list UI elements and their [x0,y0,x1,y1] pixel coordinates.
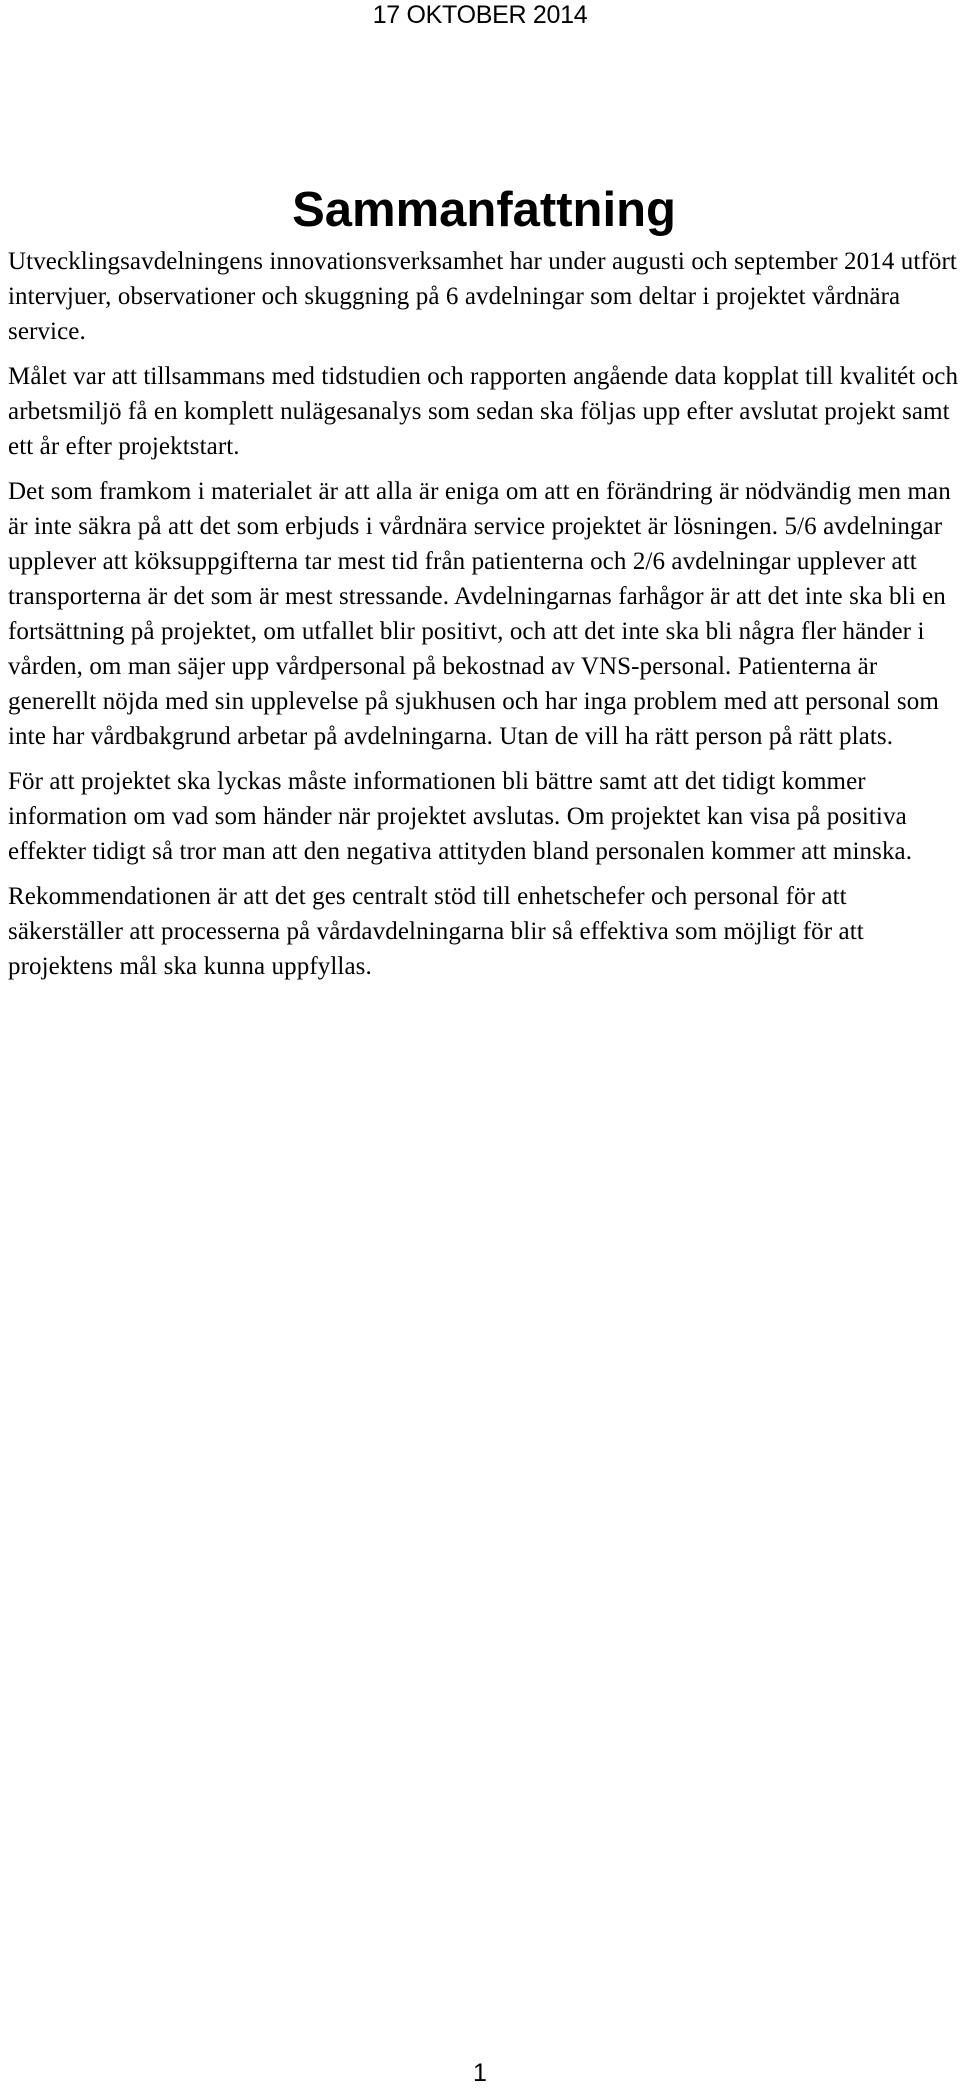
document-body [8,180,960,994]
page-title: Sammanfattning [292,183,676,237]
page-number: 1 [473,2059,487,2087]
paragraph-recommendation: Rekommendationen är att det ges centralt stöd till enhetschefer och personal för att säkerställer att processerna på vårdavdelningarna blir så effektiva som möjligt för att projektens mål ska kunna uppfyllas. [8,883,864,980]
paragraph-goal: Målet var att tillsammans med tidstudien och rapporten angående data kopplat till kvalitét och arbetsmiljö få en komplett nulägesanalys som sedan ska följas upp efter avslutat projekt samt ett år efter projektstart. [8,363,959,460]
paragraph-intro: Utvecklingsavdelningens innovationsverksamhet har under augusti och september 2014 utfört intervjuer, observationer och skuggning på 6 avdelningar som deltar i projektet vårdnära service. [8,248,957,345]
paragraph-findings: Det som framkom i materialet är att alla är eniga om att en förändring är nödvändig men man är inte säkra på att det som erbjuds i vårdnära service projektet är lösningen. 5/6 avdelningar upplever att köksuppgifterna tar mest tid från patienterna och 2/6 avdelningar upplever att transporterna är det som är mest stressande. Avdelningarnas farhågor är att det inte ska bli en fortsättning på projektet, om utfallet blir positivt, och att det inte ska bli några fler händer i vården, om man säjer upp vårdpersonal på bekostnad av VNS-personal. Patienterna är generellt nöjda med sin upplevelse på sjukhusen och har inga problem med att personal som inte har vårdbakgrund arbetar på avdelningarna. Utan de vill ha rätt person på rätt plats. [8,478,951,750]
header-date: 17 OKTOBER 2014 [372,1,588,29]
paragraph-success-factors: För att projektet ska lyckas måste informationen bli bättre samt att det tidigt kommer information om vad som händer när projektet avslutas. Om projektet kan visa på positiva effekter tidigt så tror man att den negativa attityden bland personalen kommer att minska. [8,768,913,865]
